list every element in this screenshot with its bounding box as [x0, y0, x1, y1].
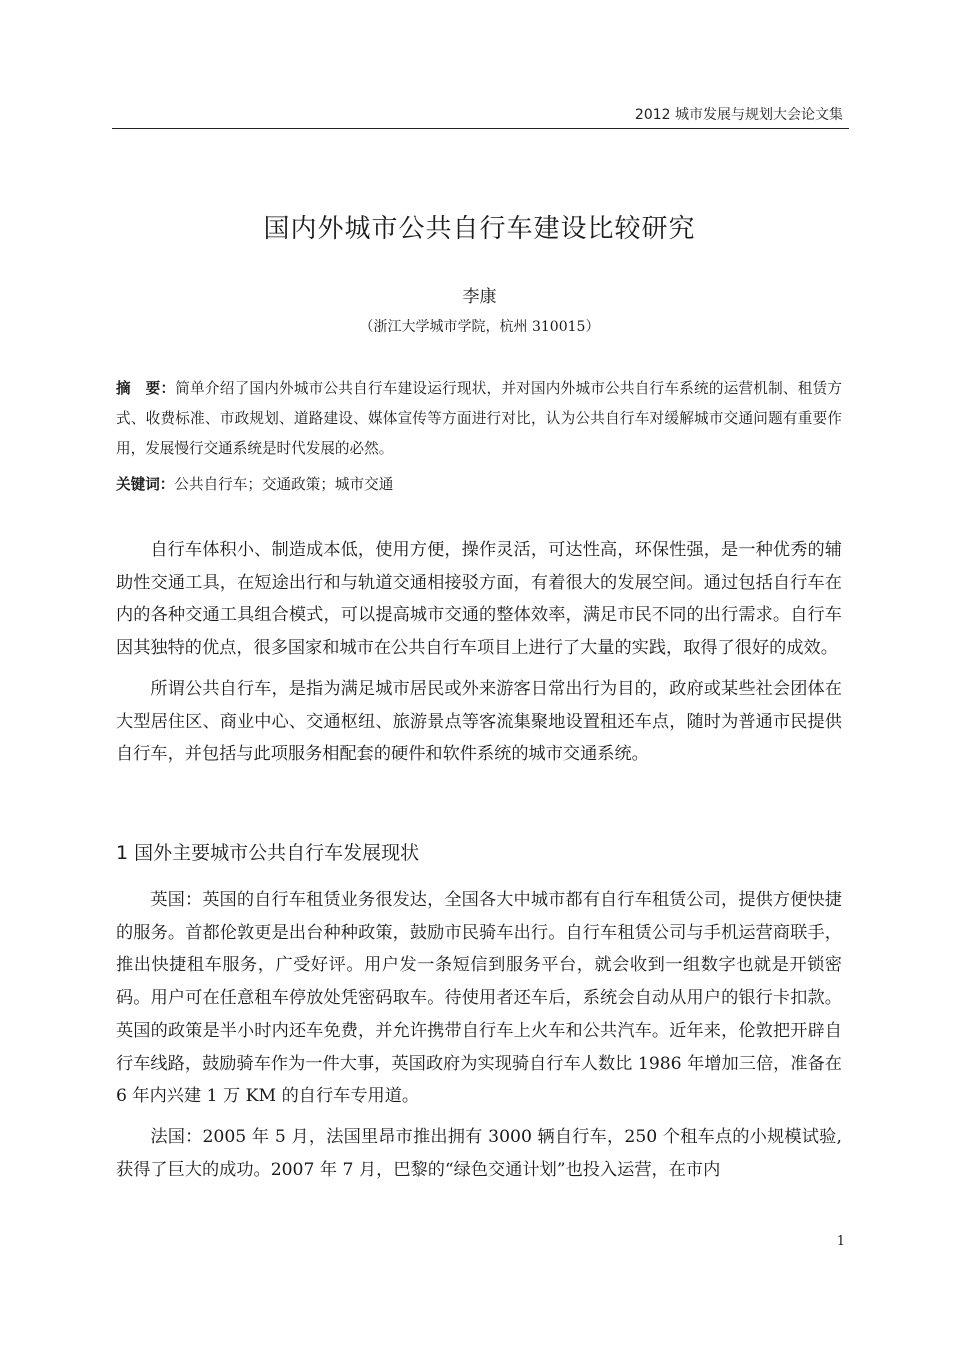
header-divider: [112, 128, 849, 129]
intro-paragraph-1: 自行车体积小、制造成本低，使用方便，操作灵活，可达性高，环保性强，是一种优秀的辅助性交通工具，在短途出行和与轨道交通相接驳方面，有着很大的发展空间。通过包括自行车在内的各种交通工具组合模式，可以提高城市交通的整体效率，满足市民不同的出行需求。自行车因其独特的优点，很多国家和城市在公共自行车项目上进行了大量的实践，取得了很好的成效。: [116, 540, 842, 659]
section-1-body: [116, 884, 842, 1194]
section-1-paragraph-uk: 英国：英国的自行车租赁业务很发达，全国各大中城市都有自行车租赁公司，提供方便快捷的服务。首都伦敦更是出台种种政策，鼓励市民骑车出行。自行车租赁公司与手机运营商联手，推出快捷租车服务，广受好评。用户发一条短信到服务平台，就会收到一组数字也就是开锁密码。用户可在任意租车停放处凭密码取车。待使用者还车后，系统会自动从用户的银行卡扣款。英国的政策是半小时内还车免费，并允许携带自行车上火车和公共汽车。近年来，伦敦把开辟自行车线路，鼓励骑车作为一件大事，英国政府为实现骑自行车人数比 1986 年增加三倍，准备在 6 年内兴建 1 万 KM 的自行车专用道。: [116, 890, 842, 1107]
author-name: 李康: [462, 287, 497, 307]
keywords: [116, 470, 842, 500]
intro-section: [116, 534, 842, 779]
author-affiliation: （浙江大学城市学院，杭州 310015）: [359, 319, 600, 335]
abstract: [116, 374, 842, 464]
abstract-text: 简单介绍了国内外城市公共自行车建设运行现状，并对国内外城市公共自行车系统的运营机制、租赁方式、收费标准、市政规划、道路建设、媒体宣传等方面进行对比，认为公共自行车对缓解城市交通问题有重要作用，发展慢行交通系统是时代发展的必然。: [116, 380, 842, 457]
running-header: 2012 城市发展与规划大会论文集: [634, 107, 843, 123]
page-number: 1: [836, 1234, 845, 1249]
keywords-text: 公共自行车；交通政策；城市交通: [174, 476, 394, 493]
paper-title: 国内外城市公共自行车建设比较研究: [263, 214, 696, 244]
section-1-paragraph-france: 法国：2005 年 5 月，法国里昂市推出拥有 3000 辆自行车，250 个租车点的小规模试验, 获得了巨大的成功。2007 年 7 月，巴黎的“绿色交通计划”也投入运营，在市内: [116, 1126, 842, 1180]
abstract-label: 摘 要：: [116, 380, 176, 397]
intro-paragraph-2: 所谓公共自行车，是指为满足城市居民或外来游客日常出行为目的，政府或某些社会团体在大型居住区、商业中心、交通枢纽、旅游景点等客流集聚地设置租还车点，随时为普通市民提供自行车，并包括与此项服务相配套的硬件和软件系统的城市交通系统。: [116, 678, 842, 765]
keywords-label: 关键词：: [116, 476, 175, 493]
section-heading: 1 国外主要城市公共自行车发展现状: [116, 842, 420, 864]
